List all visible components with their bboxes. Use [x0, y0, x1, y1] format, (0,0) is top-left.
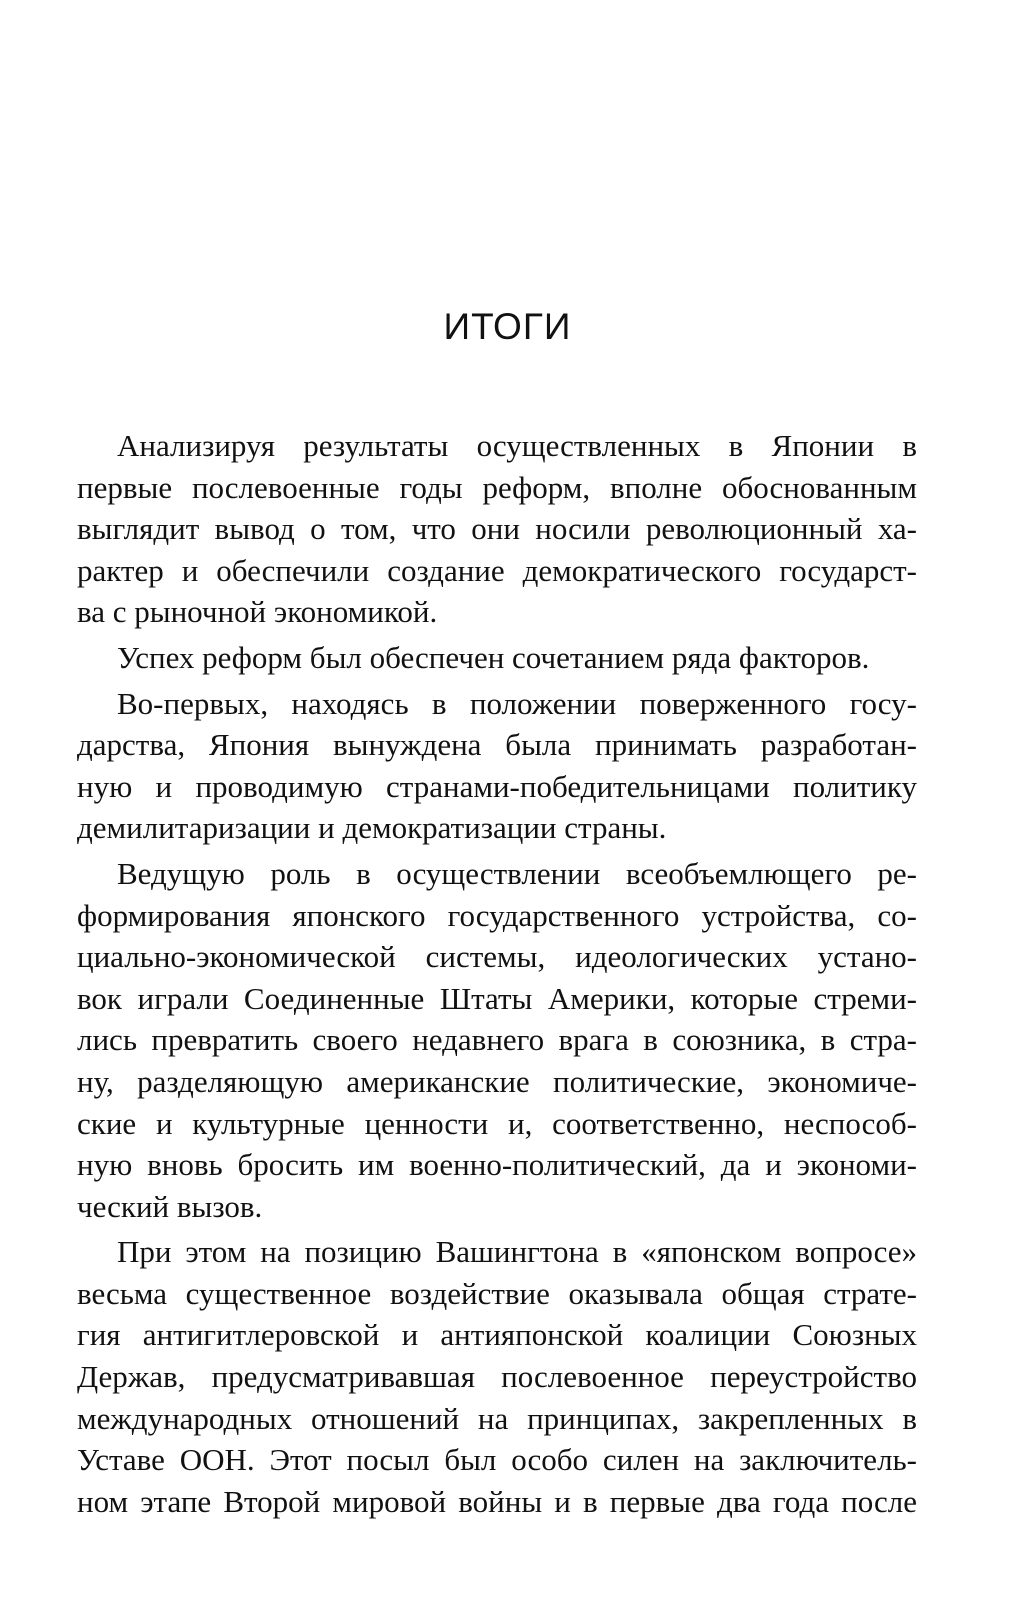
paragraph-2 — [77, 637, 917, 679]
text-line: ном этапе Второй мировой войны и в первые два года после — [77, 1483, 917, 1519]
text-line: формирования японского государственного устройства, со- — [77, 897, 917, 933]
text-line: Успех реформ был обеспечен сочетанием ряда факторов. — [117, 639, 870, 675]
text-line: Во-первых, находясь в положении поверженного госу- — [117, 685, 917, 721]
text-line: ную вновь бросить им военно-политический, да и экономи- — [77, 1147, 917, 1183]
text-line: дарства, Япония вынуждена была принимать разработан- — [77, 727, 917, 763]
text-line: лись превратить своего недавнего врага в союзника, в стра- — [77, 1022, 917, 1058]
text-line: Держав, предусматривавшая послевоенное переустройство — [77, 1359, 917, 1395]
text-line: ческий вызов. — [77, 1188, 263, 1224]
text-line: вок играли Соединенные Штаты Америки, которые стреми- — [77, 980, 917, 1016]
text-line: Ведущую роль в осуществлении всеобъемлющего ре- — [117, 855, 917, 891]
text-line: демилитаризации и демократизации страны. — [77, 810, 667, 846]
text-line: гия антигитлеровской и антияпонской коалиции Союзных — [77, 1317, 917, 1353]
paragraph-3 — [77, 683, 917, 849]
text-line: ские и культурные ценности и, соответственно, неспособ- — [77, 1105, 917, 1141]
paragraph-5 — [77, 1231, 917, 1522]
text-line: выглядит вывод о том, что они носили революционный ха- — [77, 511, 917, 547]
body-text — [77, 425, 917, 1522]
paragraph-1 — [77, 425, 917, 633]
text-line: рактер и обеспечили создание демократического государст- — [77, 552, 917, 588]
chapter-title: ИТОГИ — [443, 306, 572, 347]
text-line: весьма существенное воздействие оказывала общая страте- — [77, 1275, 917, 1311]
text-line: При этом на позицию Вашингтона в «японском вопросе» — [117, 1234, 917, 1270]
text-line: циально-экономической системы, идеологических устано- — [77, 939, 917, 975]
text-line: международных отношений на принципах, закрепленных в — [77, 1400, 917, 1436]
text-line: ну, разделяющую американские политические, экономиче- — [77, 1063, 917, 1099]
text-line: ва с рыночной экономикой. — [77, 594, 438, 630]
text-line: первые послевоенные годы реформ, вполне обоснованным — [77, 469, 917, 505]
text-line: Анализируя результаты осуществленных в Японии в — [117, 428, 917, 463]
text-line: Уставе ООН. Этот посыл был особо силен на заключитель- — [77, 1442, 917, 1478]
paragraph-4 — [77, 853, 917, 1227]
text-line: ную и проводимую странами-победительницами политику — [77, 768, 917, 804]
